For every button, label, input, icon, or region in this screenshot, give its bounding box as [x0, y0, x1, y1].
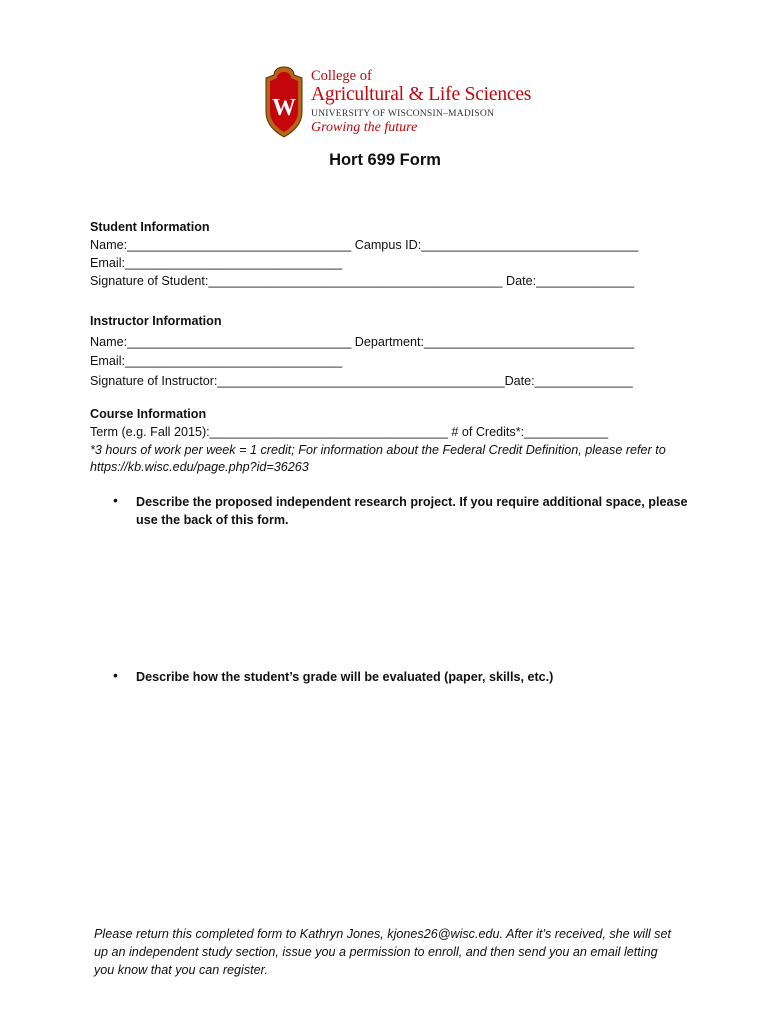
student-name-field[interactable]: Name:________________________________ Campus ID:_______________________________: [90, 238, 639, 252]
footer-line: you know that you can register.: [94, 963, 268, 977]
bullet-icon: •: [113, 492, 118, 508]
logo-college-name: Agricultural & Life Sciences: [311, 84, 532, 105]
instructor-email-field[interactable]: Email:_______________________________: [90, 354, 343, 368]
cals-logo: [262, 66, 532, 140]
instructor-signature-field[interactable]: Signature of Instructor:_________________________________________Date:______________: [90, 374, 633, 388]
credit-note: *3 hours of work per week = 1 credit; For information about the Federal Credit Definition, please refer to: [90, 443, 666, 457]
logo-tagline: Growing the future: [311, 120, 418, 135]
footer-line: Please return this completed form to Kathryn Jones, kjones26@wisc.edu. After it’s received, she will set: [94, 927, 671, 941]
student-signature-field[interactable]: Signature of Student:__________________________________________ Date:______________: [90, 274, 635, 288]
uw-crest-icon: [262, 66, 306, 138]
instructor-heading: Instructor Information: [90, 314, 222, 328]
page-title: Hort 699 Form: [329, 151, 441, 169]
student-heading: Student Information: [90, 220, 210, 234]
crest-letter: W: [272, 95, 296, 121]
return-instructions: [94, 925, 694, 979]
credit-definition-link[interactable]: https://kb.wisc.edu/page.php?id=36263: [90, 460, 309, 474]
logo-college-of: College of: [311, 68, 372, 84]
project-prompt-line: Describe the proposed independent research project. If you require additional space, please: [136, 495, 688, 509]
instructor-name-field[interactable]: Name:________________________________ Department:______________________________: [90, 335, 635, 349]
logo-university: UNIVERSITY OF WISCONSIN–MADISON: [311, 108, 495, 119]
grade-evaluation-prompt: Describe how the student’s grade will be evaluated (paper, skills, etc.): [136, 670, 554, 684]
project-prompt-line: use the back of this form.: [136, 513, 289, 527]
footer-line: up an independent study section, issue you a permission to enroll, and then send you an email letting: [94, 945, 658, 959]
course-term-field[interactable]: Term (e.g. Fall 2015):__________________________________ # of Credits*:____________: [90, 425, 609, 439]
project-description-prompt: [136, 493, 687, 529]
course-heading: Course Information: [90, 407, 207, 421]
bullet-icon: •: [113, 667, 118, 683]
student-email-field[interactable]: Email:_______________________________: [90, 256, 343, 270]
